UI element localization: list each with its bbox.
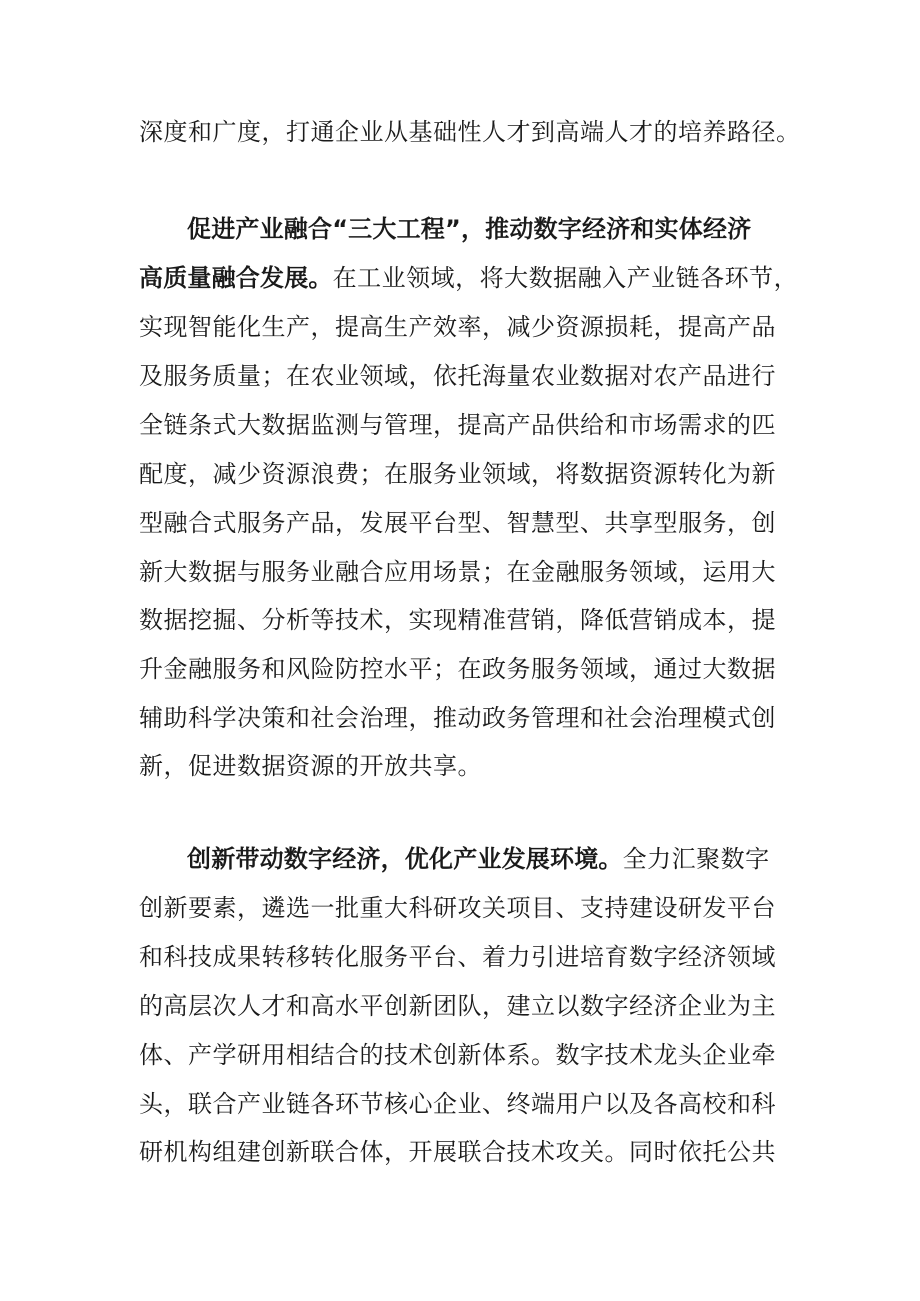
paragraph-2-line-7: 研机构组建创新联合体，开展联合技术攻关。同时依托公共	[139, 1138, 776, 1166]
paragraph-2-heading: 创新带动数字经济，优化产业发展环境。	[187, 845, 623, 873]
paragraph-2-line-2: 创新要素，遴选一批重大科研攻关项目、支持建设研发平台	[139, 894, 776, 922]
paragraph-1-line-12: 新，促进数据资源的开放共享。	[139, 752, 482, 780]
paragraph-1-line-7: 型融合式服务产品，发展平台型、智慧型、共享型服务，创	[139, 509, 776, 537]
paragraph-1-line-6: 配度，减少资源浪费；在服务业领域，将数据资源转化为新	[139, 460, 776, 488]
paragraph-1-line-11: 辅助科学决策和社会治理，推动政务管理和社会治理模式创	[139, 704, 776, 732]
paragraph-1-heading-line-1: 促进产业融合“三大工程”，推动数字经济和实体经济	[187, 215, 752, 243]
paragraph-1-line-3: 实现智能化生产，提高生产效率，减少资源损耗，提高产品	[139, 313, 776, 341]
paragraph-1-heading-end: 高质量融合发展。	[139, 264, 333, 292]
paragraph-1-line-2	[139, 262, 799, 294]
paragraph-1-line-5: 全链条式大数据监测与管理，提高产品供给和市场需求的匹	[139, 411, 776, 439]
paragraph-1-line-8: 新大数据与服务业融合应用场景；在金融服务领域，运用大	[139, 558, 776, 586]
paragraph-2-line-5: 体、产学研用相结合的技术创新体系。数字技术龙头企业牵	[139, 1041, 776, 1069]
paragraph-1-line-4: 及服务质量；在农业领域，依托海量农业数据对农产品进行	[139, 362, 776, 390]
paragraph-2-line-6: 头，联合产业链各环节核心企业、终端用户以及各高校和科	[139, 1090, 776, 1118]
paragraph-1-line-10: 升金融服务和风险防控水平；在政务服务领域，通过大数据	[139, 655, 776, 683]
paragraph-0-line-1: 深度和广度，打通企业从基础性人才到高端人才的培养路径。	[139, 118, 801, 146]
paragraph-2-line-4: 的高层次人才和高水平创新团队，建立以数字经济企业为主	[139, 992, 776, 1020]
paragraph-1-line-2-rest: 在工业领域，将大数据融入产业链各环节，	[332, 264, 799, 292]
paragraph-2-line-3: 和科技成果转移转化服务平台、着力引进培育数字经济领域	[139, 943, 776, 971]
paragraph-2-line-1	[187, 843, 789, 875]
paragraph-2-line-1-rest: 全力汇聚数字	[622, 845, 770, 873]
paragraph-1-line-9: 数据挖掘、分析等技术，实现精准营销，降低营销成本，提	[139, 606, 776, 634]
